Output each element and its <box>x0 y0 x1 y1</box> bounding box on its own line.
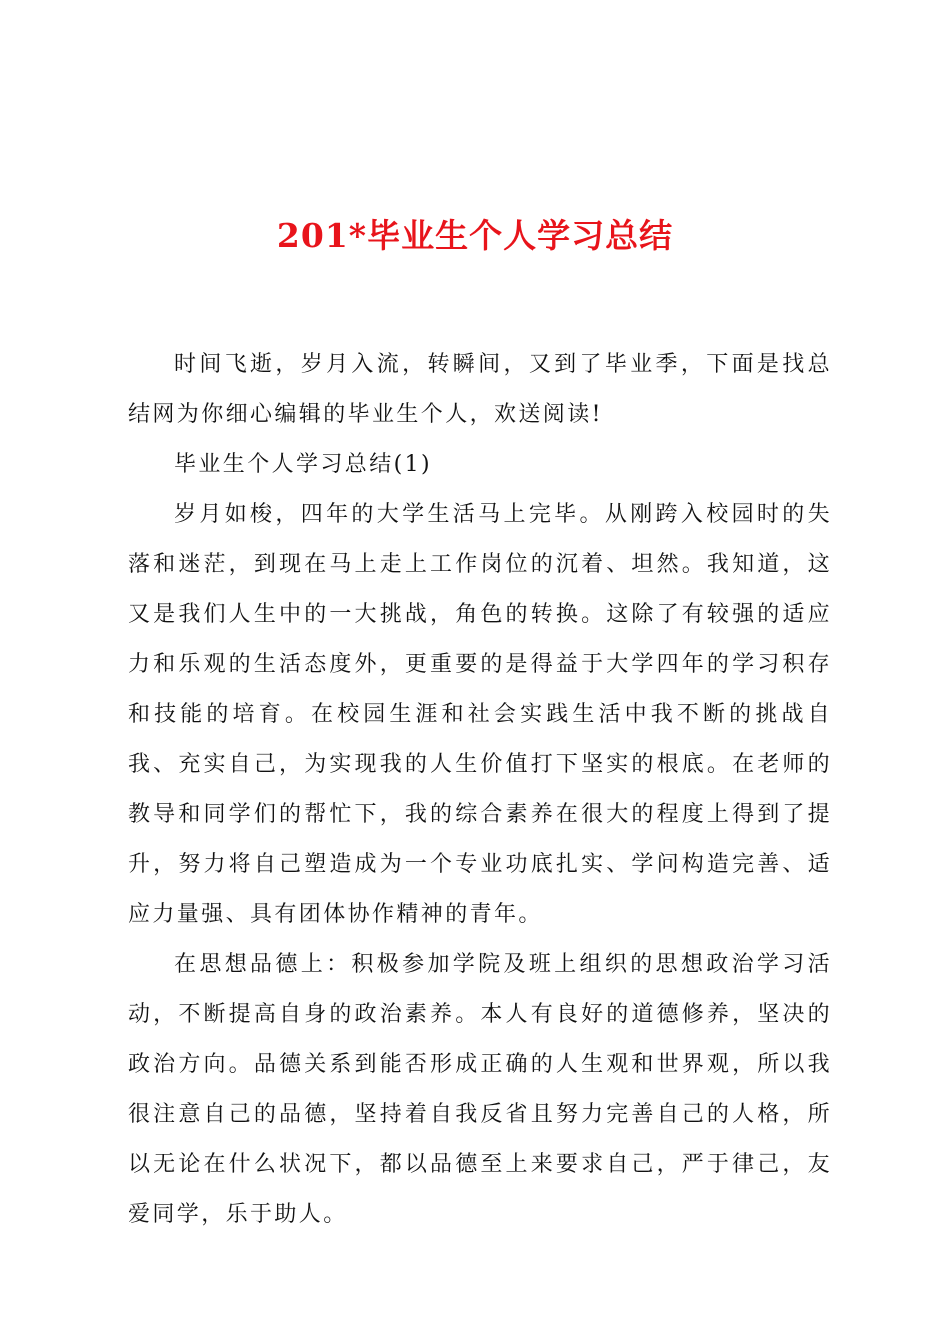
document-body <box>128 340 832 1240</box>
intro-paragraph: 时间飞逝，岁月入流，转瞬间，又到了毕业季，下面是找总结网为你细心编辑的毕业生个人，欢送阅读! <box>128 352 832 427</box>
document-title: 201*毕业生个人学习总结 <box>276 216 674 255</box>
body-paragraph: 岁月如梭，四年的大学生活马上完毕。从刚跨入校园时的失落和迷茫，到现在马上走上工作岗位的沉着、坦然。我知道，这又是我们人生中的一大挑战，角色的转换。这除了有较强的适应力和乐观的生活态度外，更重要的是得益于大学四年的学习积存和技能的培育。在校园生涯和社会实践生活中我不断的挑战自我、充实自己，为实现我的人生价值打下坚实的根底。在老师的教导和同学们的帮忙下，我的综合素养在很大的程度上得到了提升，努力将自己塑造成为一个专业功底扎实、学问构造完善、适应力量强、具有团体协作精神的青年。 <box>128 502 832 927</box>
body-paragraph: 在思想品德上：积极参加学院及班上组织的思想政治学习活动，不断提高自身的政治素养。本人有良好的道德修养，坚决的政治方向。品德关系到能否形成正确的人生观和世界观，所以我很注意自己的品德，坚持着自我反省且努力完善自己的人格，所以无论在什么状况下，都以品德至上来要求自己，严于律己，友爱同学，乐于助人。 <box>128 952 832 1227</box>
section-heading: 毕业生个人学习总结(1) <box>174 452 432 477</box>
